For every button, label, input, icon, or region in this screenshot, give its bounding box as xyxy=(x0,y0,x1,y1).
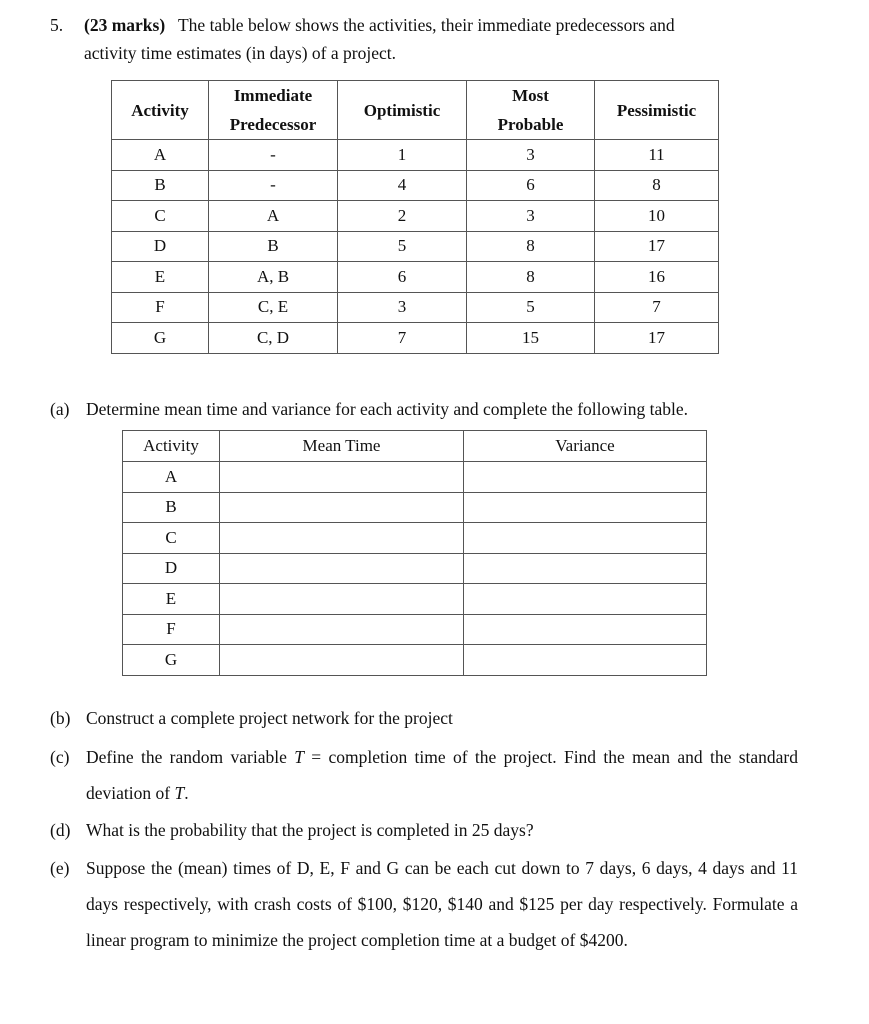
question-number: 5. xyxy=(50,15,64,35)
pessimistic-cell: 8 xyxy=(595,170,719,201)
most-probable-cell: 8 xyxy=(467,231,595,262)
part-e-text: Suppose the (mean) times of D, E, F and G can be each cut down to 7 days, 6 days, 4 days and 11 days respectively, with crash costs of $100, $120, $140 and $125 per day respectively. Formulate a linear program to minimize the project completion time at a budget of $4200. xyxy=(86,858,798,950)
mean-time-cell[interactable] xyxy=(220,584,464,615)
intro-line-2: activity time estimates (in days) of a project. xyxy=(84,43,396,63)
part-c-label: (c) xyxy=(50,747,70,767)
activity-cell: D xyxy=(123,553,220,584)
predecessor-cell: A xyxy=(209,201,338,232)
predecessor-cell: - xyxy=(209,170,338,201)
most-probable-cell: 8 xyxy=(467,262,595,293)
table-row xyxy=(123,492,707,523)
most-probable-cell: 3 xyxy=(467,201,595,232)
activity-cell: B xyxy=(123,492,220,523)
part-c-text: Define the random variable T = completion time of the project. Find the mean and the standard deviation of T. xyxy=(86,747,798,803)
header-mean-time: Mean Time xyxy=(220,431,464,462)
activity-cell: C xyxy=(123,523,220,554)
variance-cell[interactable] xyxy=(464,584,707,615)
mean-variance-table xyxy=(122,430,707,676)
activity-cell: F xyxy=(112,292,209,323)
table-row xyxy=(123,523,707,554)
mean-time-cell[interactable] xyxy=(220,462,464,493)
variance-cell[interactable] xyxy=(464,553,707,584)
optimistic-cell: 4 xyxy=(338,170,467,201)
table-row xyxy=(123,584,707,615)
table-row xyxy=(112,140,719,171)
table-row xyxy=(123,614,707,645)
optimistic-cell: 5 xyxy=(338,231,467,262)
optimistic-cell: 3 xyxy=(338,292,467,323)
part-a-text: Determine mean time and variance for each activity and complete the following table. xyxy=(86,399,689,419)
activity-cell: D xyxy=(112,231,209,262)
table-row xyxy=(112,231,719,262)
mean-time-cell[interactable] xyxy=(220,614,464,645)
table-row xyxy=(123,553,707,584)
table-row xyxy=(123,462,707,493)
question-intro xyxy=(84,14,675,36)
part-b-text: Construct a complete project network for the project xyxy=(86,708,453,728)
table-row xyxy=(112,201,719,232)
variance-cell[interactable] xyxy=(464,492,707,523)
predecessor-cell: C, D xyxy=(209,323,338,354)
header-most-probable: Most Probable xyxy=(467,81,595,140)
activity-estimates-table xyxy=(111,80,719,354)
pessimistic-cell: 17 xyxy=(595,231,719,262)
variance-cell[interactable] xyxy=(464,523,707,554)
header-pessimistic: Pessimistic xyxy=(595,81,719,140)
question-marks: (23 marks) xyxy=(84,15,166,35)
part-d-text: What is the probability that the project is completed in 25 days? xyxy=(86,820,534,840)
predecessor-cell: - xyxy=(209,140,338,171)
part-e-label: (e) xyxy=(50,858,70,878)
table-row xyxy=(112,262,719,293)
activity-cell: G xyxy=(112,323,209,354)
header-predecessor: Immediate Predecessor xyxy=(209,81,338,140)
part-b-label: (b) xyxy=(50,708,71,728)
most-probable-cell: 3 xyxy=(467,140,595,171)
table-header-row xyxy=(123,431,707,462)
activity-cell: B xyxy=(112,170,209,201)
optimistic-cell: 6 xyxy=(338,262,467,293)
part-d-label: (d) xyxy=(50,820,71,840)
pessimistic-cell: 17 xyxy=(595,323,719,354)
activity-cell: A xyxy=(112,140,209,171)
header-activity: Activity xyxy=(112,81,209,140)
pessimistic-cell: 7 xyxy=(595,292,719,323)
header-optimistic: Optimistic xyxy=(338,81,467,140)
mean-time-cell[interactable] xyxy=(220,523,464,554)
optimistic-cell: 7 xyxy=(338,323,467,354)
mean-time-cell[interactable] xyxy=(220,492,464,523)
most-probable-cell: 15 xyxy=(467,323,595,354)
pessimistic-cell: 16 xyxy=(595,262,719,293)
table-row xyxy=(123,645,707,676)
activity-cell: G xyxy=(123,645,220,676)
activity-cell: E xyxy=(112,262,209,293)
mean-time-cell[interactable] xyxy=(220,553,464,584)
table-row xyxy=(112,170,719,201)
mean-time-cell[interactable] xyxy=(220,645,464,676)
variance-cell[interactable] xyxy=(464,462,707,493)
predecessor-cell: C, E xyxy=(209,292,338,323)
pessimistic-cell: 11 xyxy=(595,140,719,171)
table-row xyxy=(112,292,719,323)
activity-cell: C xyxy=(112,201,209,232)
activity-cell: F xyxy=(123,614,220,645)
optimistic-cell: 2 xyxy=(338,201,467,232)
part-a-label: (a) xyxy=(50,399,70,419)
activity-cell: A xyxy=(123,462,220,493)
predecessor-cell: A, B xyxy=(209,262,338,293)
predecessor-cell: B xyxy=(209,231,338,262)
header-activity: Activity xyxy=(123,431,220,462)
table-header-row xyxy=(112,81,719,140)
variance-cell[interactable] xyxy=(464,645,707,676)
intro-line-1: The table below shows the activities, their immediate predecessors and xyxy=(177,15,675,35)
most-probable-cell: 6 xyxy=(467,170,595,201)
pessimistic-cell: 10 xyxy=(595,201,719,232)
activity-cell: E xyxy=(123,584,220,615)
optimistic-cell: 1 xyxy=(338,140,467,171)
variance-cell[interactable] xyxy=(464,614,707,645)
table-row xyxy=(112,323,719,354)
header-variance: Variance xyxy=(464,431,707,462)
most-probable-cell: 5 xyxy=(467,292,595,323)
